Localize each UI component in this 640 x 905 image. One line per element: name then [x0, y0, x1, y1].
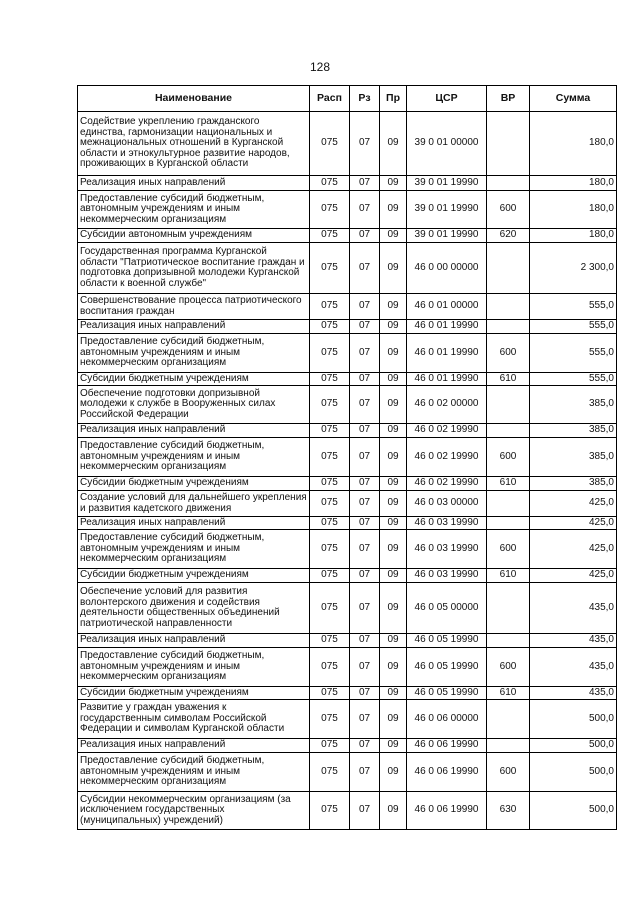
cell-pr: 09	[380, 424, 407, 438]
cell-rasp: 075	[310, 294, 350, 320]
table-row	[78, 373, 617, 386]
cell-rasp: 075	[310, 112, 350, 176]
cell-rz: 07	[350, 687, 380, 700]
cell-vr	[487, 517, 530, 530]
cell-name: Реализация иных направлений	[78, 320, 310, 334]
cell-name: Субсидии бюджетным учреждениям	[78, 569, 310, 583]
cell-name: Обеспечение условий для развития волонтерского движения и содействия деятельности общественных объединений патриотической направленности	[78, 583, 310, 634]
cell-csr: 46 0 05 19990	[407, 634, 487, 648]
cell-csr: 46 0 03 19990	[407, 569, 487, 583]
cell-rasp: 075	[310, 334, 350, 373]
cell-pr: 09	[380, 243, 407, 294]
cell-name: Развитие у граждан уважения к государственным символам Российской Федерации и символам Курганской области	[78, 700, 310, 739]
cell-csr: 46 0 05 19990	[407, 648, 487, 687]
cell-pr: 09	[380, 373, 407, 386]
cell-rasp: 075	[310, 739, 350, 753]
cell-rz: 07	[350, 477, 380, 491]
cell-name: Создание условий для дальнейшего укрепления и развития кадетского движения	[78, 491, 310, 517]
cell-pr: 09	[380, 583, 407, 634]
cell-name: Субсидии некоммерческим организациям (за исключением государственных (муниципальных) учреждений)	[78, 792, 310, 830]
cell-vr: 600	[487, 753, 530, 792]
cell-rz: 07	[350, 753, 380, 792]
cell-rasp: 075	[310, 648, 350, 687]
cell-vr	[487, 583, 530, 634]
cell-csr: 46 0 01 00000	[407, 294, 487, 320]
cell-name: Содействие укреплению гражданского единства, гармонизации национальных и межнациональных отношений в Курганской области и этнокультурное развитие народов, проживающих в Курганской области	[78, 112, 310, 176]
cell-rasp: 075	[310, 687, 350, 700]
cell-csr: 46 0 01 19990	[407, 373, 487, 386]
cell-rasp: 075	[310, 320, 350, 334]
cell-pr: 09	[380, 687, 407, 700]
cell-pr: 09	[380, 530, 407, 569]
cell-csr: 46 0 02 19990	[407, 438, 487, 477]
cell-pr: 09	[380, 517, 407, 530]
cell-rasp: 075	[310, 176, 350, 191]
cell-sum: 425,0	[530, 569, 617, 583]
cell-sum: 180,0	[530, 176, 617, 191]
cell-rasp: 075	[310, 700, 350, 739]
cell-name: Предоставление субсидий бюджетным, автономным учреждениям и иным некоммерческим организациям	[78, 438, 310, 477]
cell-name: Субсидии бюджетным учреждениям	[78, 687, 310, 700]
cell-sum: 500,0	[530, 792, 617, 830]
cell-sum: 385,0	[530, 438, 617, 477]
cell-csr: 46 0 05 00000	[407, 583, 487, 634]
cell-vr	[487, 243, 530, 294]
cell-sum: 385,0	[530, 424, 617, 438]
cell-sum: 555,0	[530, 294, 617, 320]
cell-vr	[487, 176, 530, 191]
cell-sum: 500,0	[530, 700, 617, 739]
cell-rasp: 075	[310, 243, 350, 294]
cell-rz: 07	[350, 112, 380, 176]
table-row	[78, 569, 617, 583]
table-row	[78, 112, 617, 176]
cell-csr: 46 0 03 19990	[407, 517, 487, 530]
table-row	[78, 294, 617, 320]
cell-csr: 46 0 02 19990	[407, 477, 487, 491]
table-row	[78, 334, 617, 373]
cell-vr: 620	[487, 229, 530, 243]
cell-pr: 09	[380, 438, 407, 477]
cell-rasp: 075	[310, 191, 350, 229]
table-row	[78, 583, 617, 634]
table-row	[78, 438, 617, 477]
cell-pr: 09	[380, 700, 407, 739]
column-header-rasp: Расп	[310, 86, 350, 112]
cell-vr: 600	[487, 334, 530, 373]
cell-name: Субсидии автономным учреждениям	[78, 229, 310, 243]
column-header-csr: ЦСР	[407, 86, 487, 112]
table-row	[78, 191, 617, 229]
column-header-rz: Рз	[350, 86, 380, 112]
cell-vr: 610	[487, 569, 530, 583]
table-row	[78, 424, 617, 438]
cell-pr: 09	[380, 386, 407, 424]
table-body	[78, 112, 617, 830]
cell-csr: 46 0 03 00000	[407, 491, 487, 517]
cell-csr: 39 0 01 19990	[407, 229, 487, 243]
cell-rasp: 075	[310, 583, 350, 634]
cell-vr: 600	[487, 648, 530, 687]
cell-rasp: 075	[310, 477, 350, 491]
cell-vr: 600	[487, 191, 530, 229]
cell-vr: 600	[487, 530, 530, 569]
table-row	[78, 176, 617, 191]
cell-sum: 180,0	[530, 229, 617, 243]
cell-csr: 46 0 00 00000	[407, 243, 487, 294]
cell-vr: 610	[487, 687, 530, 700]
cell-sum: 180,0	[530, 191, 617, 229]
cell-name: Реализация иных направлений	[78, 424, 310, 438]
cell-rasp: 075	[310, 491, 350, 517]
cell-rasp: 075	[310, 438, 350, 477]
cell-vr: 610	[487, 373, 530, 386]
cell-pr: 09	[380, 191, 407, 229]
cell-rasp: 075	[310, 229, 350, 243]
cell-csr: 46 0 05 19990	[407, 687, 487, 700]
cell-name: Предоставление субсидий бюджетным, автономным учреждениям и иным некоммерческим организациям	[78, 530, 310, 569]
table-row	[78, 753, 617, 792]
cell-rz: 07	[350, 517, 380, 530]
cell-name: Реализация иных направлений	[78, 517, 310, 530]
cell-rasp: 075	[310, 530, 350, 569]
cell-csr: 46 0 06 19990	[407, 753, 487, 792]
cell-name: Совершенствование процесса патриотического воспитания граждан	[78, 294, 310, 320]
cell-sum: 385,0	[530, 477, 617, 491]
cell-sum: 435,0	[530, 583, 617, 634]
cell-csr: 46 0 06 00000	[407, 700, 487, 739]
cell-rz: 07	[350, 438, 380, 477]
cell-pr: 09	[380, 648, 407, 687]
cell-sum: 555,0	[530, 334, 617, 373]
cell-name: Предоставление субсидий бюджетным, автономным учреждениям и иным некоммерческим организациям	[78, 753, 310, 792]
cell-rz: 07	[350, 739, 380, 753]
cell-rz: 07	[350, 530, 380, 569]
cell-rz: 07	[350, 634, 380, 648]
column-header-vr: ВР	[487, 86, 530, 112]
cell-name: Субсидии бюджетным учреждениям	[78, 477, 310, 491]
column-header-pr: Пр	[380, 86, 407, 112]
cell-rz: 07	[350, 569, 380, 583]
cell-pr: 09	[380, 739, 407, 753]
table-row	[78, 229, 617, 243]
cell-rz: 07	[350, 700, 380, 739]
table-row	[78, 386, 617, 424]
table-row	[78, 648, 617, 687]
cell-pr: 09	[380, 229, 407, 243]
cell-pr: 09	[380, 294, 407, 320]
cell-rz: 07	[350, 176, 380, 191]
cell-sum: 555,0	[530, 373, 617, 386]
cell-rasp: 075	[310, 373, 350, 386]
cell-name: Предоставление субсидий бюджетным, автономным учреждениям и иным некоммерческим организациям	[78, 191, 310, 229]
cell-name: Субсидии бюджетным учреждениям	[78, 373, 310, 386]
cell-rz: 07	[350, 243, 380, 294]
cell-csr: 46 0 01 19990	[407, 320, 487, 334]
cell-sum: 180,0	[530, 112, 617, 176]
cell-rasp: 075	[310, 792, 350, 830]
cell-vr	[487, 424, 530, 438]
cell-name: Предоставление субсидий бюджетным, автономным учреждениям и иным некоммерческим организациям	[78, 648, 310, 687]
cell-pr: 09	[380, 320, 407, 334]
cell-pr: 09	[380, 334, 407, 373]
cell-name: Предоставление субсидий бюджетным, автономным учреждениям и иным некоммерческим организациям	[78, 334, 310, 373]
table-row	[78, 530, 617, 569]
cell-sum: 385,0	[530, 386, 617, 424]
cell-rasp: 075	[310, 424, 350, 438]
cell-csr: 39 0 01 19990	[407, 176, 487, 191]
cell-csr: 46 0 02 00000	[407, 386, 487, 424]
cell-rz: 07	[350, 491, 380, 517]
column-header-sum: Сумма	[530, 86, 617, 112]
cell-csr: 46 0 06 19990	[407, 792, 487, 830]
table-row	[78, 739, 617, 753]
table-row	[78, 320, 617, 334]
cell-sum: 425,0	[530, 491, 617, 517]
cell-vr: 600	[487, 438, 530, 477]
cell-rz: 07	[350, 583, 380, 634]
cell-sum: 435,0	[530, 687, 617, 700]
cell-csr: 46 0 06 19990	[407, 739, 487, 753]
cell-rz: 07	[350, 320, 380, 334]
cell-rz: 07	[350, 386, 380, 424]
cell-rz: 07	[350, 294, 380, 320]
cell-pr: 09	[380, 176, 407, 191]
cell-name: Обеспечение подготовки допризывной молодежи к службе в Вооруженных силах Российской Федерации	[78, 386, 310, 424]
cell-csr: 46 0 01 19990	[407, 334, 487, 373]
cell-csr: 39 0 01 19990	[407, 191, 487, 229]
cell-vr	[487, 294, 530, 320]
cell-name: Реализация иных направлений	[78, 739, 310, 753]
cell-sum: 555,0	[530, 320, 617, 334]
table-row	[78, 477, 617, 491]
cell-rz: 07	[350, 792, 380, 830]
cell-sum: 500,0	[530, 753, 617, 792]
table-row	[78, 700, 617, 739]
cell-pr: 09	[380, 569, 407, 583]
cell-rasp: 075	[310, 569, 350, 583]
cell-rz: 07	[350, 373, 380, 386]
cell-csr: 39 0 01 00000	[407, 112, 487, 176]
cell-rasp: 075	[310, 386, 350, 424]
cell-pr: 09	[380, 112, 407, 176]
cell-sum: 435,0	[530, 634, 617, 648]
cell-rasp: 075	[310, 634, 350, 648]
cell-vr: 610	[487, 477, 530, 491]
cell-vr: 630	[487, 792, 530, 830]
table-row	[78, 517, 617, 530]
page-number: 128	[309, 60, 331, 74]
cell-csr: 46 0 02 19990	[407, 424, 487, 438]
cell-sum: 2 300,0	[530, 243, 617, 294]
table-row	[78, 687, 617, 700]
cell-vr	[487, 634, 530, 648]
cell-pr: 09	[380, 477, 407, 491]
cell-rz: 07	[350, 648, 380, 687]
cell-vr	[487, 112, 530, 176]
cell-name: Реализация иных направлений	[78, 176, 310, 191]
cell-rz: 07	[350, 229, 380, 243]
table-row	[78, 243, 617, 294]
cell-sum: 435,0	[530, 648, 617, 687]
cell-rasp: 075	[310, 517, 350, 530]
cell-name: Государственная программа Курганской области "Патриотическое воспитание граждан и подготовка допризывной молодежи Курганской области к военной службе"	[78, 243, 310, 294]
cell-sum: 425,0	[530, 530, 617, 569]
cell-rz: 07	[350, 334, 380, 373]
cell-pr: 09	[380, 491, 407, 517]
column-header-name: Наименование	[78, 86, 310, 112]
cell-pr: 09	[380, 792, 407, 830]
table-row	[78, 491, 617, 517]
cell-sum: 425,0	[530, 517, 617, 530]
cell-vr	[487, 320, 530, 334]
table-row	[78, 792, 617, 830]
cell-rasp: 075	[310, 753, 350, 792]
cell-sum: 500,0	[530, 739, 617, 753]
table-header-row	[78, 86, 617, 112]
cell-pr: 09	[380, 753, 407, 792]
cell-vr	[487, 386, 530, 424]
cell-pr: 09	[380, 634, 407, 648]
budget-table	[77, 85, 617, 830]
cell-vr	[487, 739, 530, 753]
cell-vr	[487, 700, 530, 739]
cell-rz: 07	[350, 424, 380, 438]
cell-rz: 07	[350, 191, 380, 229]
cell-name: Реализация иных направлений	[78, 634, 310, 648]
table-row	[78, 634, 617, 648]
cell-vr	[487, 491, 530, 517]
cell-csr: 46 0 03 19990	[407, 530, 487, 569]
